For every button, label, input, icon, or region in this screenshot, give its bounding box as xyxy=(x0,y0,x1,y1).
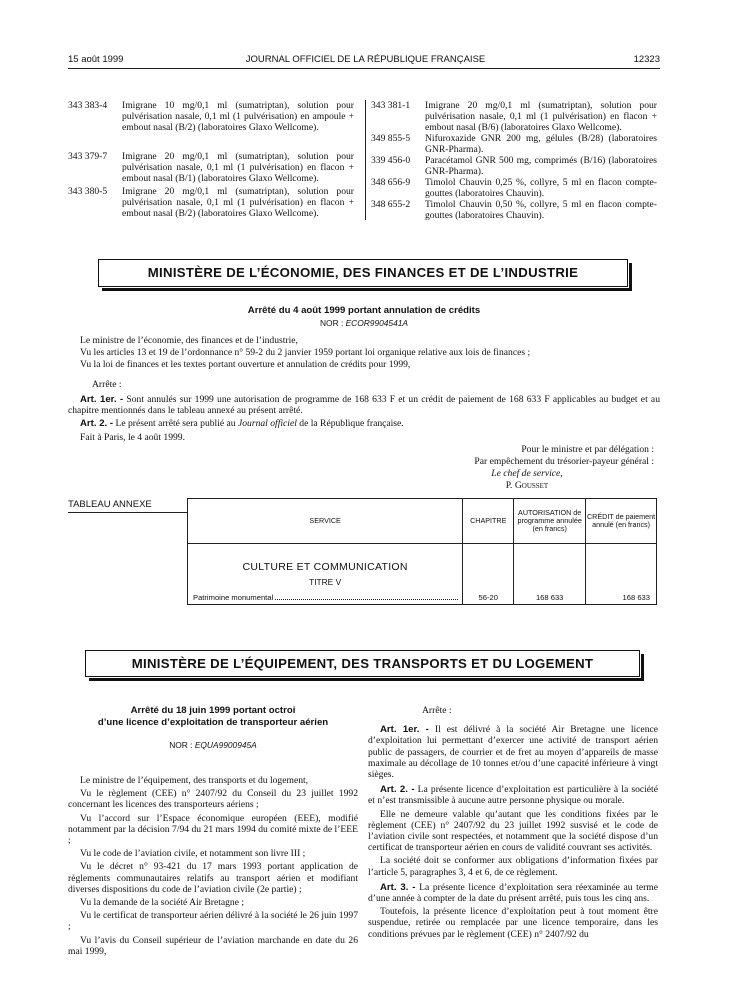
article-label: Art. 2. - xyxy=(80,418,114,429)
left-column-text xyxy=(68,775,358,959)
ministry-heading: MINISTÈRE DE L’ÉQUIPEMENT, DES TRANSPORTS ET DU LOGEMENT xyxy=(85,650,640,677)
article-text: de la République française. xyxy=(296,418,404,429)
nor-reference xyxy=(68,740,358,750)
article-2 xyxy=(68,418,660,429)
medicine-text: Timolol Chauvin 0,25 %, collyre, 5 ml en flacon compte-gouttes (laboratoires Chauvin). xyxy=(425,177,657,199)
signature-line-2: Par empêchement du trésorier-payeur général : xyxy=(474,456,654,467)
medicine-code: 339 456-0 xyxy=(371,155,411,166)
autorisation-cell: 168 633 xyxy=(514,544,586,605)
arrete-label: Arrête : xyxy=(92,379,122,390)
medicine-text: Paracétamol GNR 500 mg, comprimés (B/16) (laboratoires GNR-Pharma). xyxy=(425,155,657,177)
signature-line-1: Pour le ministre et par délégation : xyxy=(521,444,654,455)
medicine-text: Imigrane 20 mg/0,1 ml (sumatriptan), solution pour pulvérisation nasale, 0,1 ml (1 pulvérisation) en flacon + embout nasal (B/2) (laboratoires Glaxo Wellcome). xyxy=(122,186,354,219)
nor-label: NOR : xyxy=(169,740,195,750)
annex-label: TABLEAU ANNEXE xyxy=(68,499,152,510)
article-text: Le présent arrêté sera publié au xyxy=(113,418,238,429)
medicine-code: 348 656-9 xyxy=(371,177,411,188)
header-date: 15 août 1999 xyxy=(68,54,124,65)
nor-code: ECOR9904541A xyxy=(345,318,408,328)
article-text: Sont annulés sur 1999 une autorisation de programme de 168 633 F et un crédit de paiement de 168 633 F applicables au budget et au chapitre mentionnés dans le tableau annexé au présent arrêté. xyxy=(68,394,660,417)
paragraph: Vu les articles 13 et 19 de l’ordonnance n° 59-2 du 2 janvier 1959 portant loi organique relative aux lois de finances ; xyxy=(80,347,531,358)
medicine-code: 343 379-7 xyxy=(68,151,108,162)
medicine-code: 343 381-1 xyxy=(371,100,411,111)
article-3 xyxy=(368,882,658,904)
article-text: La présente licence d’exploitation sera réexaminée au terme d’une année à compter de la date du présent arrêté, puis tous les cinq ans. xyxy=(368,881,658,905)
paragraph: Vu le certificat de transporteur aérien délivré à la société le 26 juin 1997 ; xyxy=(68,910,358,933)
paragraph: La société doit se conformer aux obligations d’information fixées par l’article 5, paragraphes 3, 4 et 6, de ce règlement. xyxy=(368,855,658,878)
arrete-title: Arrêté du 18 juin 1999 portant octroi xyxy=(130,705,296,716)
header-rule xyxy=(68,68,660,69)
medicine-code: 343 380-5 xyxy=(68,186,108,197)
budget-name: CULTURE ET COMMUNICATION xyxy=(242,561,408,573)
chapitre-cell: 56-20 xyxy=(463,544,514,605)
medicine-text: Imigrane 20 mg/0,1 ml (sumatriptan), solution pour pulvérisation nasale, 0,1 ml (1 pulvérisation) en flacon + embout nasal (B/6) (laboratoires Glaxo Wellcome). xyxy=(425,100,657,133)
paragraph: Vu la demande de la société Air Bretagne ; xyxy=(80,897,245,909)
column-header: CRÉDIT de paiement annulé (en francs) xyxy=(586,499,657,544)
article-1 xyxy=(368,724,658,780)
journal-name: Journal officiel xyxy=(237,418,297,429)
paragraph: Vu le code de l’aviation civile, et notamment son livre III ; xyxy=(80,848,306,860)
article-label: Art. 1er. - xyxy=(80,394,124,405)
medicine-text: Timolol Chauvin 0,50 %, collyre, 5 ml en flacon compte-gouttes (laboratoires Chauvin). xyxy=(425,199,657,221)
nor-label: NOR : xyxy=(320,318,346,328)
paragraph: Vu l’accord sur l’Espace économique européen (EEE), modifié notamment par la décision 7/94 du 21 mars 1994 du comité mixte de l’EEE ; xyxy=(68,812,358,847)
column-header: SERVICE xyxy=(188,499,463,544)
column-header: CHAPITRE xyxy=(463,499,514,544)
nor-code: EQUA9900945A xyxy=(194,740,257,750)
medicine-code: 349 855-5 xyxy=(371,133,411,144)
right-column-text xyxy=(368,705,658,940)
journal-title: JOURNAL OFFICIEL DE LA RÉPUBLIQUE FRANÇAISE xyxy=(245,54,486,65)
article-2 xyxy=(368,784,658,806)
paragraph: Vu l’avis du Conseil supérieur de l’aviation marchande en date du 26 mai 1999, xyxy=(68,934,358,957)
nor-reference xyxy=(68,318,660,328)
article-1 xyxy=(68,394,660,417)
ministry-heading: MINISTÈRE DE L’ÉCONOMIE, DES FINANCES ET DE L’INDUSTRIE xyxy=(98,259,628,287)
paragraph: Vu la loi de finances et les textes portant ouverture et annulation de crédits pour 1999, xyxy=(80,359,411,370)
credit-cell: 168 633 xyxy=(586,544,657,605)
column-header: AUTORISATION de programme annulée (en francs) xyxy=(514,499,586,544)
paragraph: Toutefois, la présente licence d’exploitation peut à tout moment être suspendue, retirée ou remplacée par une licence temporaire, dans les conditions prévues par le règlement (CEE) n° 2407/92 du xyxy=(368,906,658,940)
medicine-text: Imigrane 20 mg/0,1 ml (sumatriptan), solution pour pulvérisation nasale, 0,1 ml (1 pulvérisation) en flacon + embout nasal (B/1) (laboratoires Glaxo Wellcome). xyxy=(122,151,354,184)
annex-table xyxy=(187,498,657,605)
annex-rule xyxy=(68,512,188,513)
medicine-code: 343 383-4 xyxy=(68,100,108,111)
dot-leader xyxy=(275,599,458,600)
fait-a-paris: Fait à Paris, le 4 août 1999. xyxy=(80,432,185,443)
arrete-title: d’une licence d’exploitation de transporteur aérien xyxy=(97,717,329,728)
column-divider xyxy=(365,100,366,220)
signature-line-3: Le chef de service, xyxy=(491,468,563,479)
paragraph: Le ministre de l’équipement, des transports et du logement, xyxy=(80,775,309,786)
arrete-label: Arrête : xyxy=(422,705,452,716)
article-label: Art. 1er. - xyxy=(380,724,429,736)
article-text: La présente licence d’exploitation est particulière à la société et n’est transmissible à aucune autre personne physique ou morale. xyxy=(368,784,658,807)
medicine-text: Imigrane 10 mg/0,1 ml (sumatriptan), solution pour pulvérisation nasale, 0,1 ml (1 pulvérisation) en ampoule + embout nasal (B/2) (laboratoires Glaxo Wellcome). xyxy=(122,100,354,133)
service-cell xyxy=(188,544,463,605)
paragraph: Vu le règlement (CEE) n° 2407/92 du Conseil du 23 juillet 1992 concernant les licences des transporteurs aériens ; xyxy=(68,788,358,811)
service-row xyxy=(193,593,458,602)
medicine-text: Nifuroxazide GNR 200 mg, gélules (B/28) (laboratoires GNR-Pharma). xyxy=(425,133,657,155)
article-label: Art. 3. - xyxy=(380,881,416,893)
titre-label: TITRE V xyxy=(309,577,342,587)
table-header-row xyxy=(188,499,657,544)
arrete-title: Arrêté du 4 août 1999 portant annulation de crédits xyxy=(247,305,481,316)
article-text: Il est délivré à la société Air Bretagne une licence d’exploitation lui permettant d’exercer une activité de transport aérien public de passagers, de courrier et de fret au moyen d’appareils de masse maximale au décollage de 10 tonnes et/ou d’une capacité inférieure à vingt sièges. xyxy=(368,724,659,781)
table-row xyxy=(188,544,657,605)
page-number: 12323 xyxy=(633,54,660,65)
paragraph: Vu le décret n° 93-421 du 17 mars 1993 portant application de règlements communautaires relatifs au transport aérien et modifiant diverses dispositions du code de l’aviation civile (2e partie) ; xyxy=(68,861,358,895)
service-name: Patrimoine monumental xyxy=(193,593,274,602)
signature-name: P. Gousset xyxy=(505,480,549,491)
article-label: Art. 2. - xyxy=(380,784,415,796)
paragraph: Le ministre de l’économie, des finances et de l’industrie, xyxy=(80,335,298,346)
medicine-code: 348 655-2 xyxy=(371,199,411,210)
paragraph: Elle ne demeure valable qu’autant que les conditions fixées par le règlement (CEE) n° 2407/92 du 23 juillet 1992 susvisé et le code de l’aviation civile sont respectées, et notamment que la société dispose d’un certificat de transporteur aérien en cours de validité couvrant ses activités. xyxy=(368,808,658,854)
